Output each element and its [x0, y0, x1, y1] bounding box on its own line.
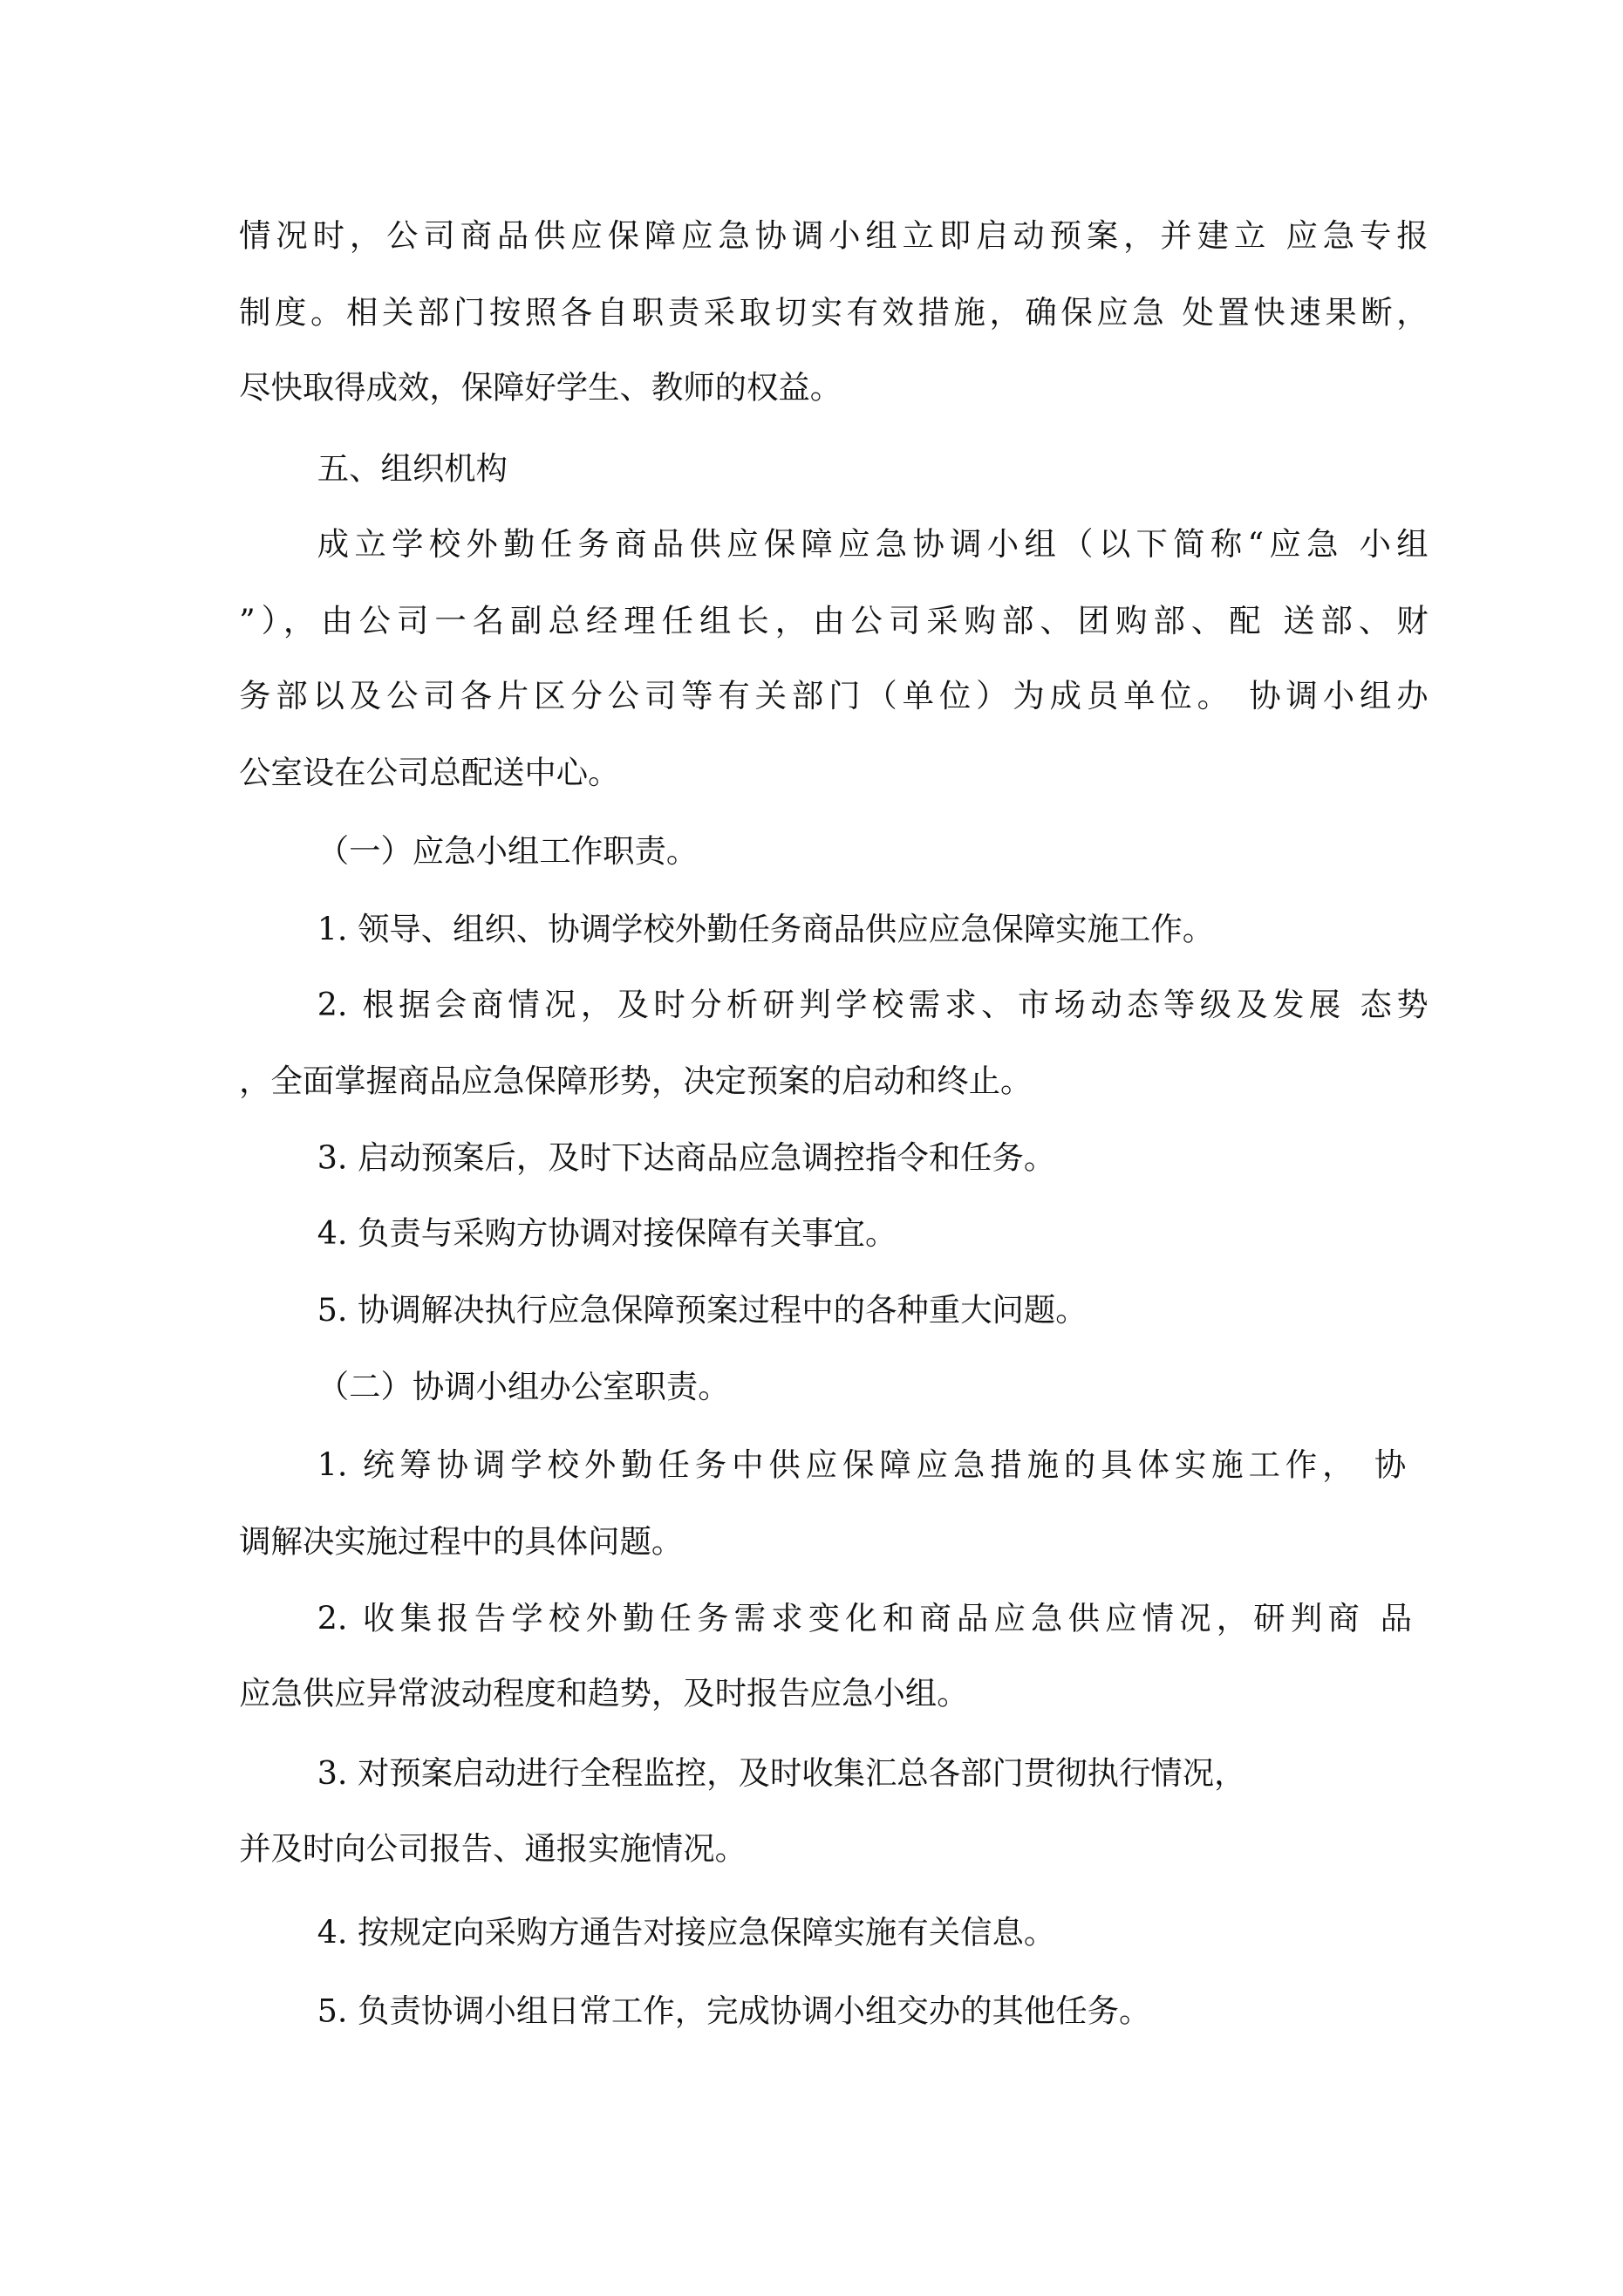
subsection-heading: （二）协调小组办公室职责。: [317, 1369, 730, 1406]
body-line: 公室设在公司总配送中心。: [239, 755, 620, 793]
list-item: 5. 协调解决执行应急保障预案过程中的各种重大问题。: [317, 1292, 1088, 1330]
list-item: 1. 统筹协调学校外勤任务中供应保障应急措施的具体实施工作， 协: [317, 1447, 1407, 1485]
list-item: 3. 对预案启动进行全程监控，及时收集汇总各部门贯彻执行情况，: [317, 1755, 1246, 1794]
body-line: 尽快取得成效，保障好学生、教师的权益。: [239, 370, 842, 407]
body-line: 情况时，公司商品供应保障应急协调小组立即启动预案，并建立 应急专报: [239, 218, 1429, 256]
list-item: 2. 根据会商情况，及时分析研判学校需求、市场动态等级及发展 态势: [317, 987, 1429, 1024]
list-item: 3. 启动预案后，及时下达商品应急调控指令和任务。: [317, 1140, 1056, 1178]
list-item-continuation: 应急供应异常波动程度和趋势，及时报告应急小组。: [239, 1676, 969, 1713]
subsection-heading: （一）应急小组工作职责。: [317, 833, 699, 871]
list-item: 2. 收集报告学校外勤任务需求变化和商品应急供应情况，研判商 品: [317, 1601, 1413, 1638]
section-heading: 五、组织机构: [317, 451, 508, 489]
body-line: ”），由公司一名副总经理任组长，由公司采购部、团购部、配 送部、财: [239, 603, 1429, 641]
list-item: 4. 按规定向采购方通告对接应急保障实施有关信息。: [317, 1915, 1056, 1952]
body-line: 制度。相关部门按照各自职责采取切实有效措施，确保应急 处置快速果断，: [239, 295, 1429, 332]
body-line: 务部以及公司各片区分公司等有关部门（单位）为成员单位。 协调小组办: [239, 679, 1429, 716]
body-line: 成立学校外勤任务商品供应保障应急协调小组（以下简称“应急 小组: [317, 526, 1429, 564]
list-item: 4. 负责与采购方协调对接保障有关事宜。: [317, 1215, 897, 1254]
list-item-continuation: ，全面掌握商品应急保障形势，决定预案的启动和终止。: [239, 1063, 1033, 1101]
list-item-continuation: 调解决实施过程中的具体问题。: [239, 1524, 684, 1561]
list-item-continuation: 并及时向公司报告、通报实施情况。: [239, 1831, 747, 1869]
list-item: 5. 负责协调小组日常工作，完成协调小组交办的其他任务。: [317, 1993, 1151, 2031]
list-item: 1. 领导、组织、协调学校外勤任务商品供应应急保障实施工作。: [317, 912, 1215, 949]
